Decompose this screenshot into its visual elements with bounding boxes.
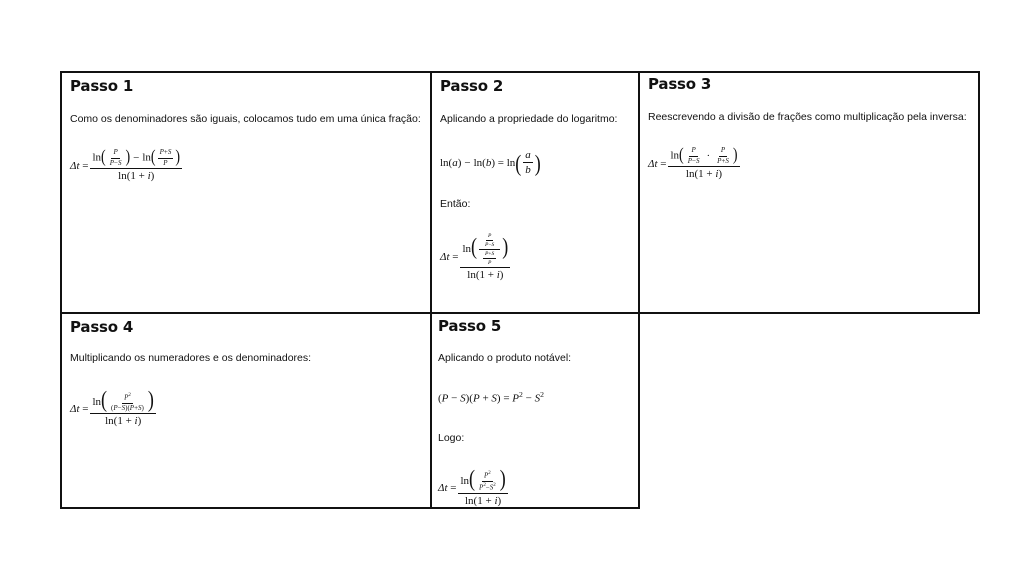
step-2-formula: Δt = ln( $\frac{\frac{P}{P-S}}{\frac{P+S}{P}}$ ) ln(1 + i) xyxy=(440,233,509,282)
step-4-formula: Δt = ln( $\frac{P^2}{(P-S)(P+S)}$ ) ln(1 + i) xyxy=(70,386,154,428)
step-3-text: Reescrevendo a divisão de frações como multiplicação pela inversa: xyxy=(648,111,967,123)
step-3-formula: Δt = ln( $\frac{P}{P-S}$ · $\frac{P}{P+S}$ ) ln(1 + i) xyxy=(648,145,738,181)
step-2-log-property: ln(a) − ln(b) = ln ( $\frac{a}{b}$ ) xyxy=(440,149,541,177)
step-2-text: Aplicando a propriedade do logaritmo: xyxy=(440,113,618,125)
step-1-card xyxy=(60,71,432,314)
step-3-title: Passo 3 xyxy=(648,75,712,93)
step-5-product-identity: $(P - S)(P + S) = P^2 - S^2$ xyxy=(438,390,544,405)
step-2-text-2: Então: xyxy=(440,198,471,210)
step-1-formula: Δt = ln( $\frac{P}{P-S}$ ) − ln( $\frac{P+S}{P}$ ) ln(1 + i) xyxy=(70,147,180,183)
step-5-text: Aplicando o produto notável: xyxy=(438,352,572,364)
step-2-card xyxy=(430,71,640,314)
step-5-title: Passo 5 xyxy=(438,317,502,335)
step-5-card xyxy=(430,312,640,509)
step-5-text-2: Logo: xyxy=(438,432,465,444)
step-2-title: Passo 2 xyxy=(440,77,504,95)
step-3-card xyxy=(638,71,980,314)
step-4-title: Passo 4 xyxy=(70,318,134,336)
step-4-card xyxy=(60,312,432,509)
step-1-text: Como os denominadores são iguais, colocamos tudo em uma única fração: xyxy=(70,113,421,125)
step-5-formula: Δt = ln( $\frac{P^2}{P^2-S^2}$ ) ln(1 + i) xyxy=(438,465,506,507)
step-1-title: Passo 1 xyxy=(70,77,134,95)
step-4-text: Multiplicando os numeradores e os denominadores: xyxy=(70,352,312,364)
